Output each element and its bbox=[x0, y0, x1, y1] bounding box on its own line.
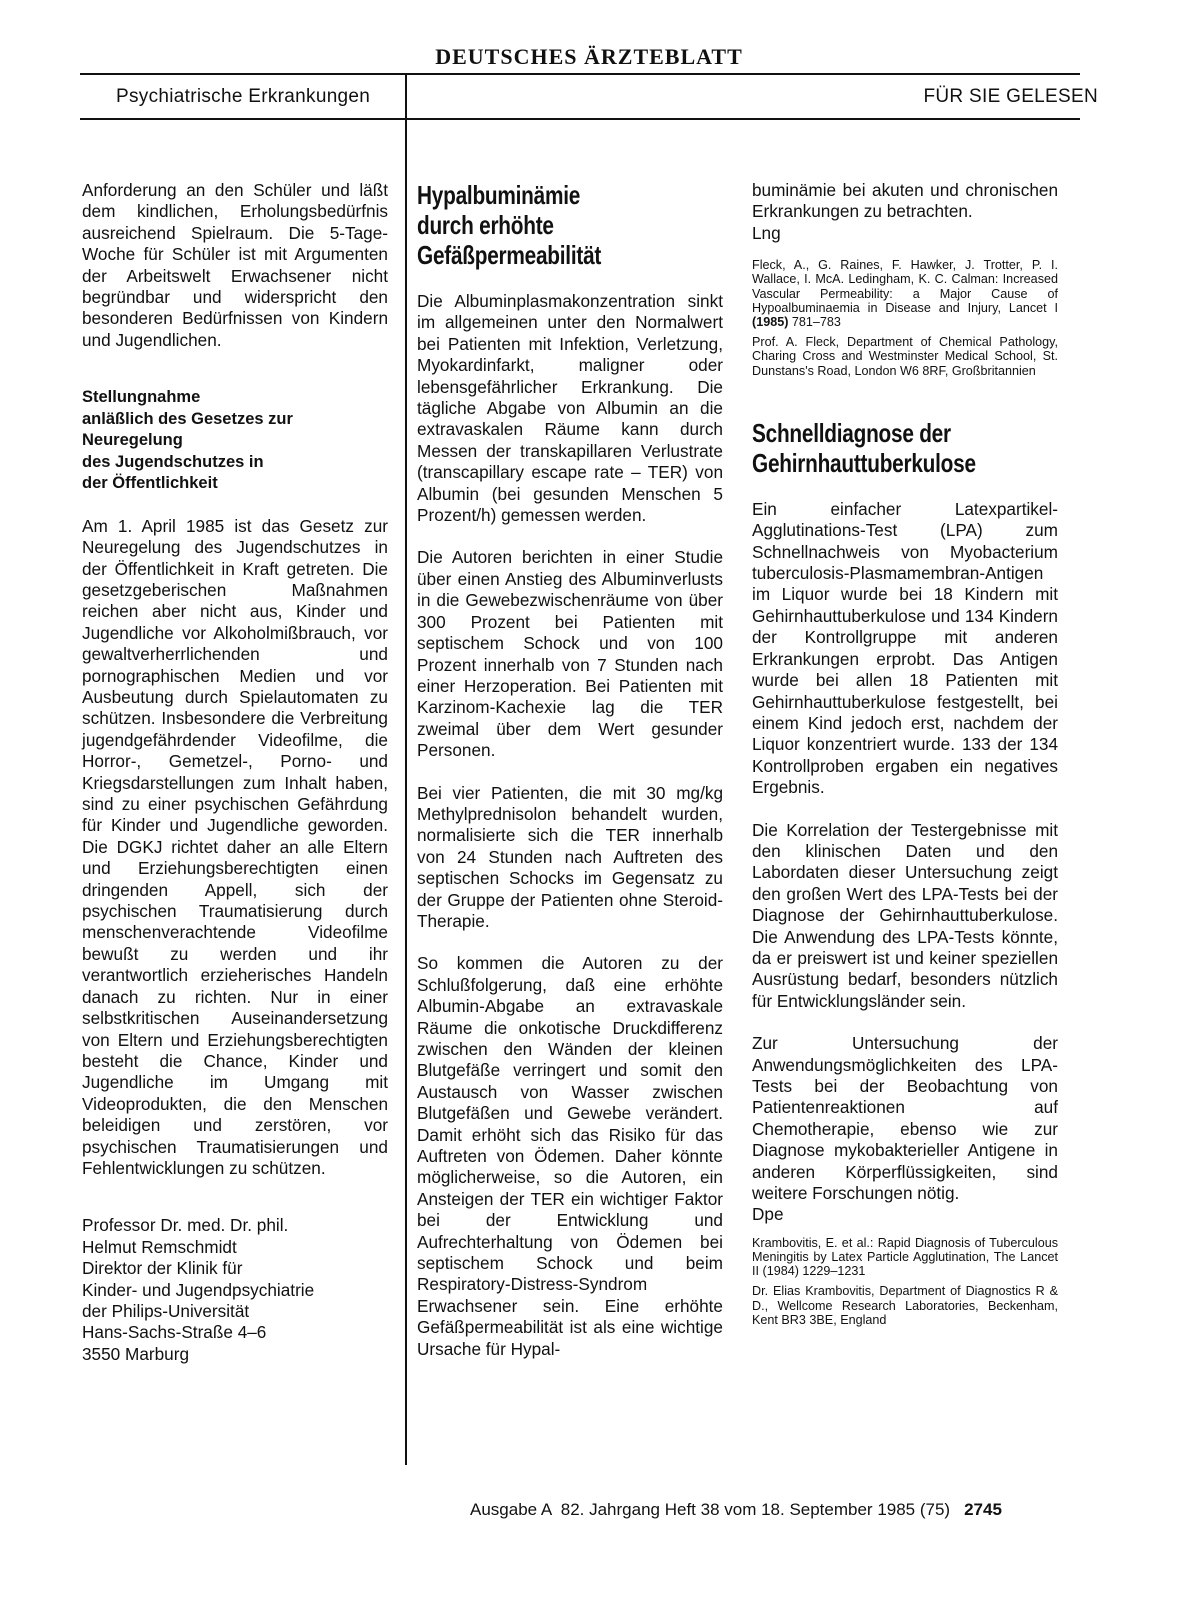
paragraph: Die Autoren berichten in einer Studie über einen Anstieg des Albuminverlusts in die Gewebezwischenräume von über 300 Prozent bei Patienten mit septischem Schock und von 100 Prozent innerhalb von 7 Stunden nach einer Herzoperation. Bei Patienten mit Karzinom-Kachexie lag die TER zweimal über dem Wert gesunder Personen. bbox=[417, 547, 723, 761]
section-title-right: FÜR SIE GELESEN bbox=[923, 86, 1098, 107]
column-middle bbox=[417, 180, 723, 1360]
paragraph: Am 1. April 1985 ist das Gesetz zur Neuregelung des Jugendschutzes in der Öffentlichkeit in Kraft getreten. Die gesetzgeberischen Maßnahmen reichen aber nicht aus, Kinder und Jugendliche vor Alkoholmißbrauch, vor gewaltverherrlichenden und pornographischen Medien und vor Ausbeutung durch Spielautomaten zu schützen. Insbesondere die Verbreitung jugendgefährdender Videofilme, die Horror-, Gemetzel-, Porno- und Kriegsdarstellungen zum Inhalt haben, sind zu einer psychischen Gefährdung für Kinder und Jugendliche geworden. Die DGKJ richtet daher an alle Eltern und Erziehungsberechtigten einen dringenden Appell, sich der psychischen Traumatisierung durch menschenverachtende Videofilme bewußt zu werden und ihr verantwortlich erzieherisches Handeln danach zu richten. Nur in einer selbstkritischen Auseinandersetzung von Eltern und Erziehungsberechtigten besteht die Chance, Kinder und Jugendliche im Umgang mit Videoprodukten, die den Menschen beleidigen und zerstören, vor psychischen Traumatisierungen und Fehlentwicklungen zu schützen. bbox=[82, 515, 388, 1178]
issue-info: Ausgabe A 82. Jahrgang Heft 38 vom 18. September 1985 (75) bbox=[470, 1500, 951, 1519]
reference-address: Dr. Elias Krambovitis, Department of Diagnostics R & D., Wellcome Research Laboratories, Beckenham, Kent BR3 3BE, England bbox=[752, 1284, 1058, 1327]
page-footer bbox=[470, 1500, 1002, 1520]
article-headline: Schnelldiagnose der Gehirnhauttuberkulose bbox=[752, 417, 976, 478]
author-initials: Lng bbox=[752, 222, 781, 243]
author-initials: Dpe bbox=[752, 1204, 784, 1225]
reference: Fleck, A., G. Raines, F. Hawker, J. Trotter, P. I. Wallace, I. McA. Ledingham, K. C. Calman: Increased Vascular Permeability: a Major Cause of Hypoalbuminaemia in Disease and Injury, Lancet I (1985) 781–783 bbox=[752, 258, 1058, 330]
column-left bbox=[82, 180, 388, 1365]
section-rule bbox=[80, 118, 1080, 120]
article-headline: Hypalbuminämie durch erhöhte Gefäßpermeabilität bbox=[417, 180, 602, 270]
paragraph: Bei vier Patienten, die mit 30 mg/kg Methylprednisolon behandelt wurden, normalisierte sich die TER innerhalb von 24 Stunden nach Auftreten des septischen Schocks im Gegensatz zu der Gruppe der Patienten ohne Steroid-Therapie. bbox=[417, 782, 723, 931]
reference: Krambovitis, E. et al.: Rapid Diagnosis of Tuberculous Meningitis by Latex Particle Agglutination, The Lancet II (1984) 1229–1231 bbox=[752, 1235, 1058, 1279]
author-signature: Professor Dr. med. Dr. phil. Helmut Remschmidt Direktor der Klinik für Kinder- und Jugendpsychiatrie der Philips-Universität Hans-Sachs-Straße 4–6 3550 Marburg bbox=[82, 1215, 315, 1364]
paragraph: Zur Untersuchung der Anwendungsmöglichkeiten des LPA-Tests bei der Beobachtung von Patientenreaktionen auf Chemotherapie, ebenso wie zur Diagnose mykobakterieller Antigene in anderen Körperflüssigkeiten, sind weitere Forschungen nötig. bbox=[752, 1033, 1058, 1204]
page-number: 2745 bbox=[964, 1500, 1002, 1519]
header-rule bbox=[80, 73, 1080, 75]
reference-address: Prof. A. Fleck, Department of Chemical Pathology, Charing Cross and Westminster Medical School, St. Dunstans's Road, London W6 8RF, Großbritannien bbox=[752, 335, 1058, 378]
column-divider bbox=[405, 75, 407, 1465]
column-right bbox=[752, 180, 1058, 1327]
paragraph: Die Albuminplasmakonzentration sinkt im allgemeinen unter den Normalwert bei Patienten mit Infektion, Verletzung, Myokardinfarkt, maligner oder lebensgefährlicher Erkrankung. Die tägliche Abgabe von Albumin an die extravaskalen Räume kann durch Messen der transkapillaren Verlustrate (transcapillary escape rate – TER) von Albumin (bei gesunden Menschen 5 Prozent/h) gemessen werden. bbox=[417, 291, 723, 526]
masthead: DEUTSCHES ÄRZTEBLATT bbox=[435, 44, 743, 69]
paragraph: Ein einfacher Latexpartikel-Agglutinations-Test (LPA) zum Schnellnachweis von Myobacterium tuberculosis-Plasmamembran-Antigen im Liquor wurde bei 18 Kindern mit Gehirnhauttuberkulose und 134 Kindern der Kontrollgruppe mit anderen Erkrankungen erprobt. Das Antigen wurde bei allen 18 Patienten mit Gehirnhauttuberkulose festgestellt, bei einem Kind jedoch erst, nachdem der Liquor konzentriert wurde. 133 der 134 Kontrollproben ergaben ein negatives Ergebnis. bbox=[752, 498, 1058, 798]
paragraph: buminämie bei akuten und chronischen Erkrankungen zu betrachten. bbox=[752, 180, 1058, 222]
section-title-left: Psychiatrische Erkrankungen bbox=[116, 86, 371, 107]
subheading: Stellungnahme anläßlich des Gesetzes zur Neuregelung des Jugendschutzes in der Öffentlichkeit bbox=[82, 388, 293, 493]
paragraph: Die Korrelation der Testergebnisse mit den klinischen Daten und den Labordaten dieser Untersuchung zeigt den großen Wert des LPA-Tests bei der Diagnose der Gehirnhauttuberkulose. Die Anwendung des LPA-Tests könnte, da er preiswert ist und keiner speziellen Ausrüstung bedarf, besonders nützlich für Entwicklungsländer sein. bbox=[752, 819, 1058, 1011]
paragraph: So kommen die Autoren zu der Schlußfolgerung, daß eine erhöhte Albumin-Abgabe an extravaskale Räume die onkotische Druckdifferenz zwischen den Wänden der kleinen Blutgefäße verringert und somit den Austausch von Wasser zwischen Blutgefäßen und Gewebe verändert. Damit erhöht sich das Risiko für das Auftreten von Ödemen. Daher könnte möglicherweise, so die Autoren, ein Ansteigen der TER ein wichtiger Faktor bei der Entwicklung und Aufrechterhaltung von Ödemen bei septischem Schock und beim Respiratory-Distress-Syndrom Erwachsener sein. Eine erhöhte Gefäßpermeabilität ist als eine wichtige Ursache für Hypal- bbox=[417, 953, 723, 1359]
paragraph: Anforderung an den Schüler und läßt dem kindlichen, Erholungsbedürfnis ausreichend Spielraum. Die 5-Tage-Woche für Schüler ist mit Argumenten der Arbeitswelt Erwachsener nicht begründbar und widerspricht den besonderen Bedürfnissen von Kindern und Jugendlichen. bbox=[82, 180, 388, 350]
